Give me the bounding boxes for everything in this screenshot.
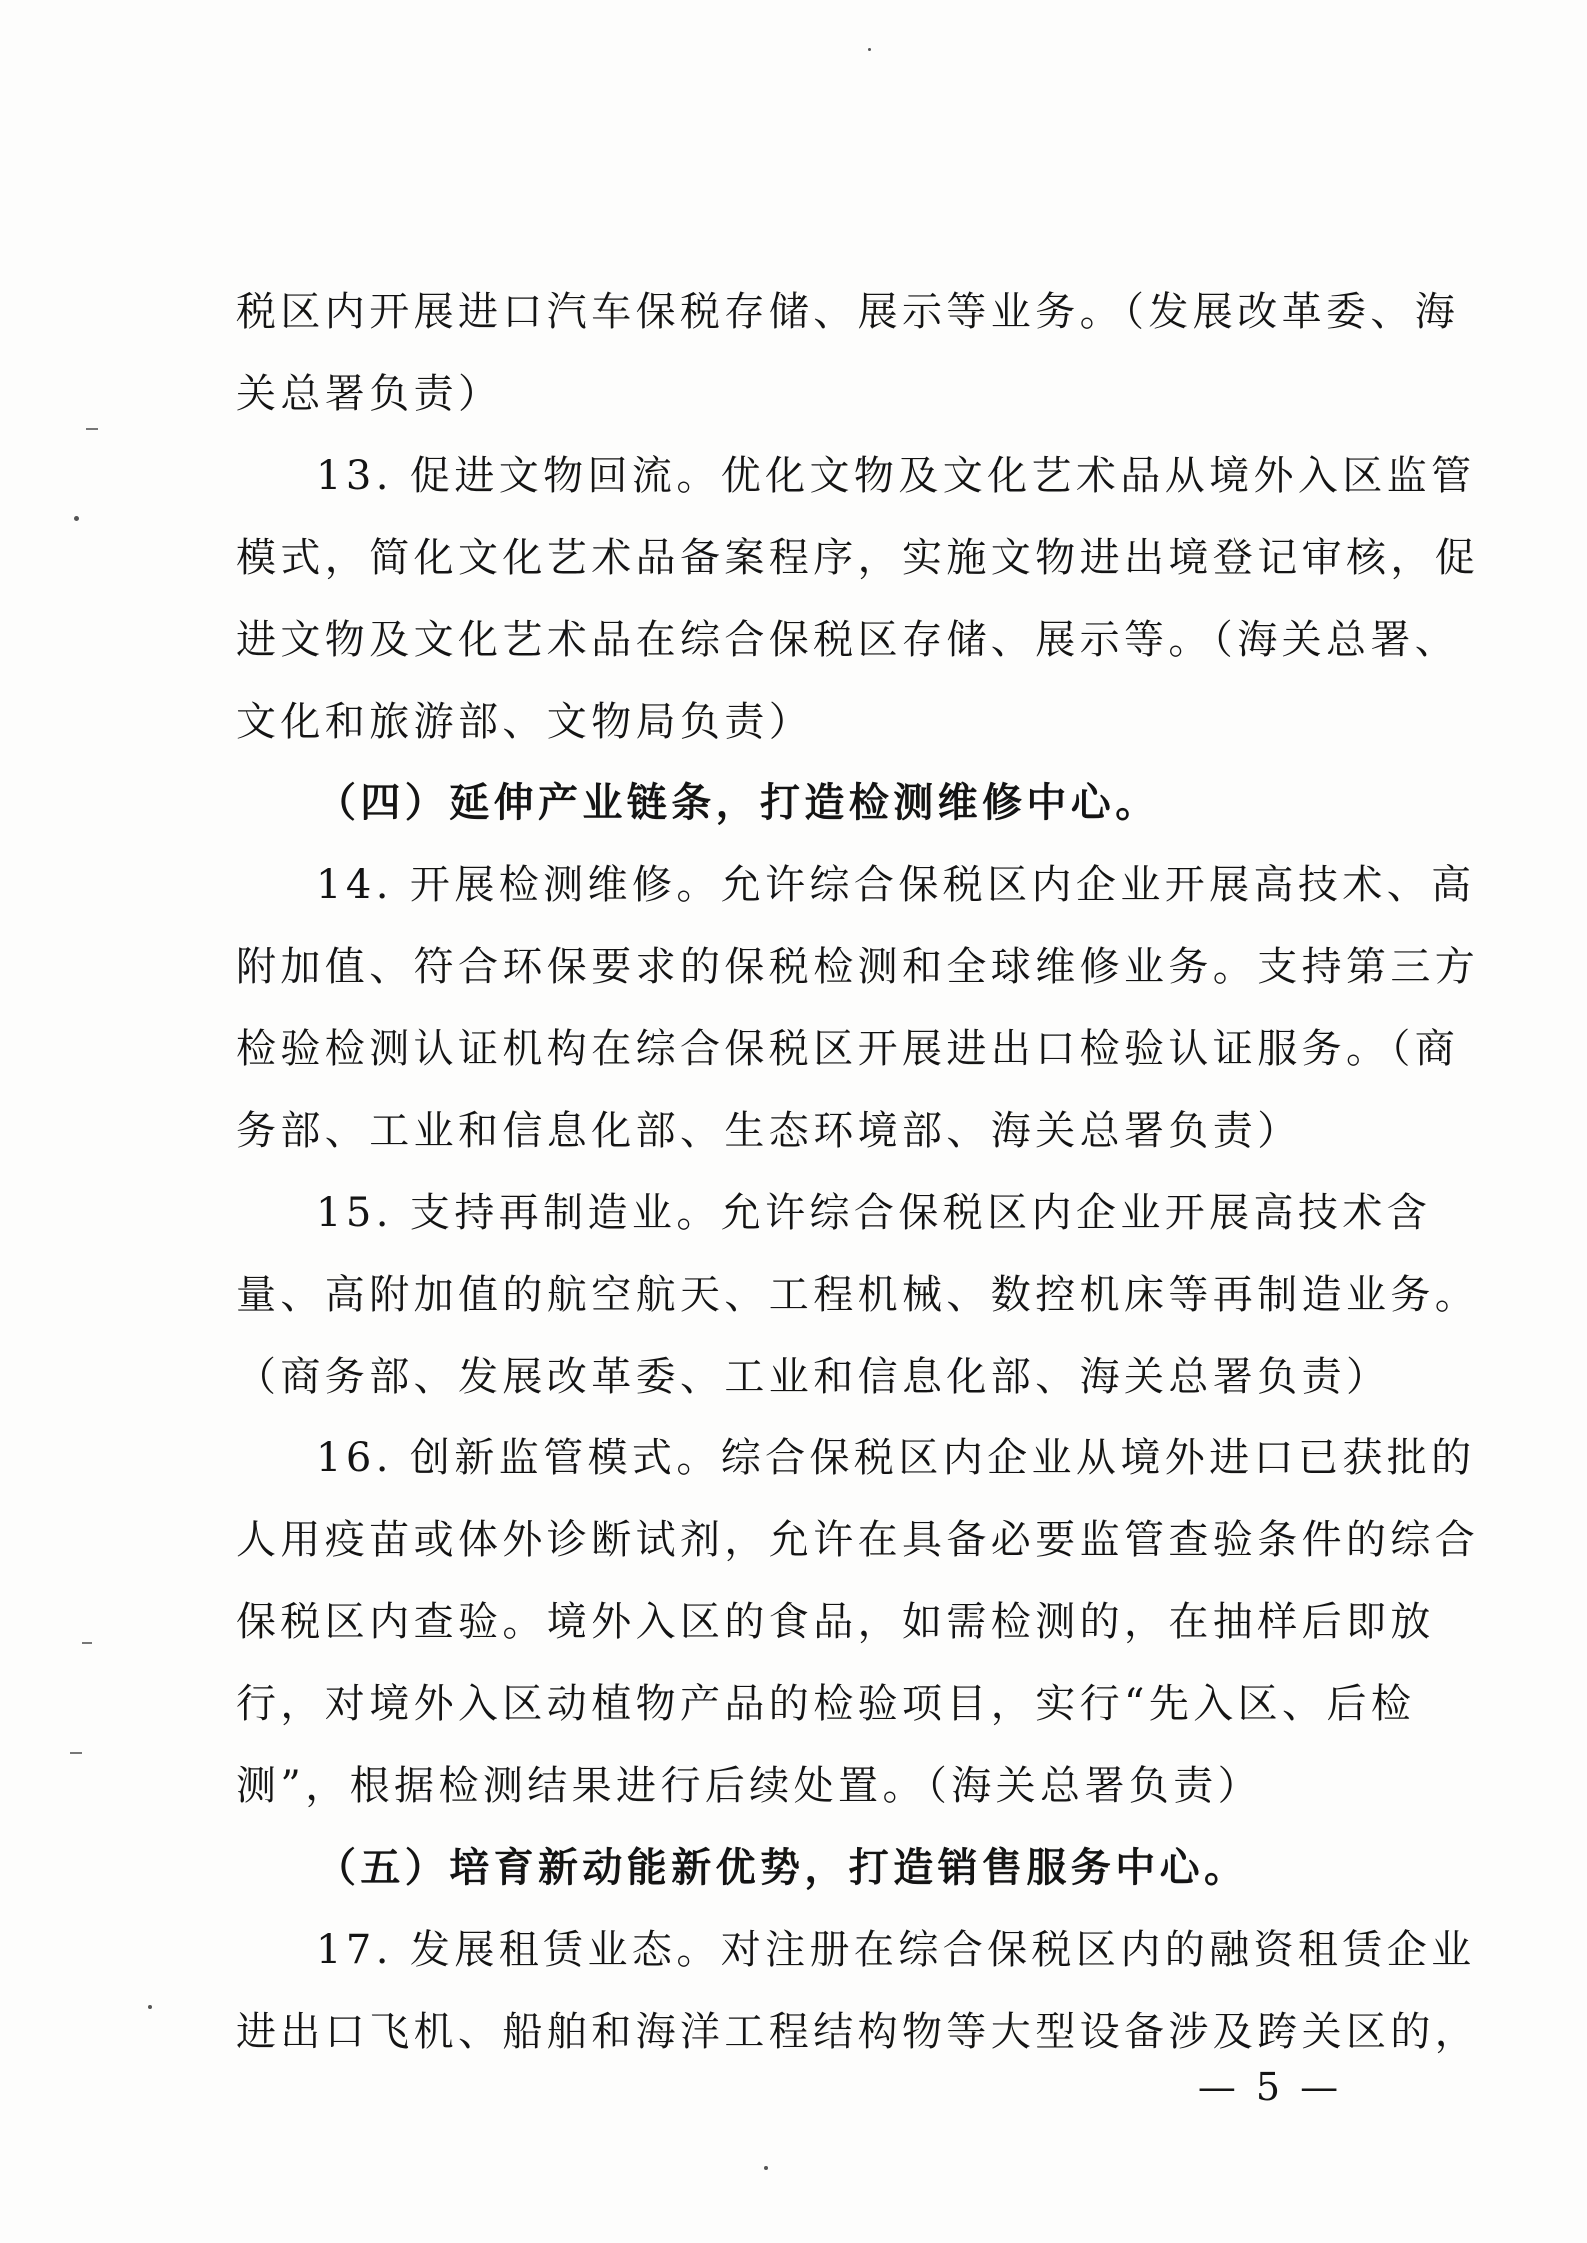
text-line-1: 税区内开展进口汽车保税存储、展示等业务。（发展改革委、海 xyxy=(236,289,1460,335)
text-line-2: 关总署负责） xyxy=(236,371,503,417)
scan-mark xyxy=(70,1752,82,1754)
scan-mark xyxy=(86,428,98,430)
text-line-12: 15. 支持再制造业。允许综合保税区内企业开展高技术含 xyxy=(316,1190,1432,1236)
text-line-21: 17. 发展租赁业态。对注册在综合保税区内的融资租赁企业 xyxy=(316,1927,1476,1973)
text-line-19: 测”，根据检测结果进行后续处置。（海关总署负责） xyxy=(236,1763,1263,1809)
text-line-22: 进出口飞机、船舶和海洋工程结构物等大型设备涉及跨关区的， xyxy=(236,2009,1480,2055)
section-heading-5: （五）培育新动能新优势，打造销售服务中心。 xyxy=(316,1844,1249,1891)
text-line-4: 模式，简化文化艺术品备案程序，实施文物进出境登记审核，促 xyxy=(236,535,1480,581)
scan-speck xyxy=(148,2005,152,2009)
text-line-5: 进文物及文化艺术品在综合保税区存储、展示等。（海关总署、 xyxy=(236,617,1460,663)
text-line-14: （商务部、发展改革委、工业和信息化部、海关总署负责） xyxy=(236,1354,1391,1400)
text-line-10: 检验检测认证机构在综合保税区开展进出口检验认证服务。（商 xyxy=(236,1026,1460,1072)
text-line-15: 16. 创新监管模式。综合保税区内企业从境外进口已获批的 xyxy=(316,1435,1476,1481)
scan-speck xyxy=(868,48,871,51)
text-line-11: 务部、工业和信息化部、生态环境部、海关总署负责） xyxy=(236,1108,1302,1154)
text-line-6: 文化和旅游部、文物局负责） xyxy=(236,699,814,745)
page-number: — 5 — xyxy=(1197,2065,1343,2109)
text-line-16: 人用疫苗或体外诊断试剂，允许在具备必要监管查验条件的综合 xyxy=(236,1517,1480,1563)
text-line-13: 量、高附加值的航空航天、工程机械、数控机床等再制造业务。 xyxy=(236,1272,1480,1318)
scan-speck xyxy=(764,2166,768,2170)
text-line-3: 13. 促进文物回流。优化文物及文化艺术品从境外入区监管 xyxy=(316,453,1476,499)
text-line-18: 行，对境外入区动植物产品的检验项目，实行“先入区、后检 xyxy=(236,1681,1416,1727)
text-line-8: 14. 开展检测维修。允许综合保税区内企业开展高技术、高 xyxy=(316,862,1476,908)
text-line-17: 保税区内查验。境外入区的食品，如需检测的，在抽样后即放 xyxy=(236,1599,1435,1645)
text-line-9: 附加值、符合环保要求的保税检测和全球维修业务。支持第三方 xyxy=(236,944,1480,990)
section-heading-4: （四）延伸产业链条，打造检测维修中心。 xyxy=(316,779,1160,826)
scan-mark xyxy=(82,1642,92,1644)
scan-speck xyxy=(74,516,79,521)
